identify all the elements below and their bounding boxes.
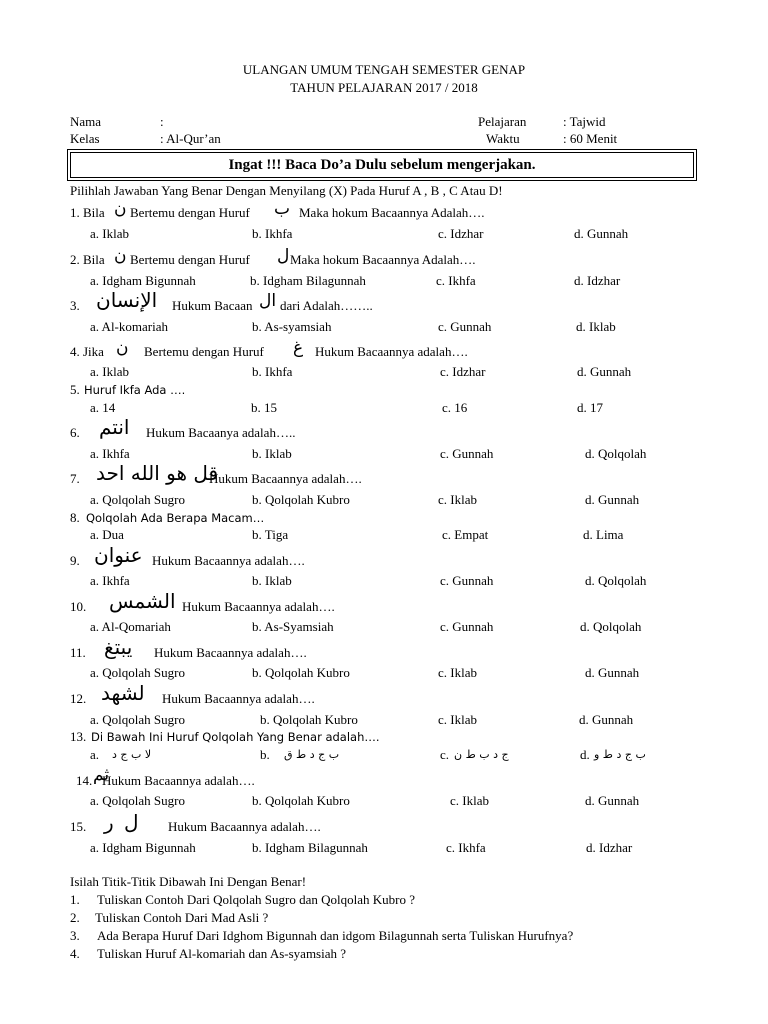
option-b[interactable]: b. Qolqolah Kubro bbox=[252, 492, 350, 507]
arabic-letter: ر bbox=[104, 810, 114, 834]
kelas-label: Kelas bbox=[70, 131, 100, 146]
arabic-word: ثم bbox=[93, 765, 110, 785]
option-a[interactable]: a. Qolqolah Sugro bbox=[90, 712, 185, 727]
pelajaran-value: : Tajwid bbox=[563, 114, 606, 129]
pelajaran-label: Pelajaran bbox=[478, 114, 527, 129]
option-d[interactable]: d. Iklab bbox=[576, 319, 616, 334]
option-d[interactable]: d. Gunnah bbox=[579, 712, 634, 727]
option-b[interactable]: b. As-syamsiah bbox=[252, 319, 332, 334]
option-c[interactable]: c. Iklab bbox=[438, 665, 477, 680]
option-d[interactable]: d. 17 bbox=[577, 400, 603, 415]
option-c[interactable]: c. Iklab bbox=[438, 492, 477, 507]
arabic-letters-b: ب ج د ط ق bbox=[284, 748, 340, 761]
option-a[interactable]: a. 14 bbox=[90, 400, 116, 415]
option-c[interactable]: c. Gunnah bbox=[438, 319, 492, 334]
option-d[interactable]: d. Gunnah bbox=[585, 665, 640, 680]
option-a[interactable]: a. Iklab bbox=[90, 226, 129, 241]
arabic-letters-d: ب ج د ط و bbox=[594, 748, 646, 761]
option-b[interactable]: b. Qolqolah Kubro bbox=[252, 665, 350, 680]
option-d[interactable]: d. Gunnah bbox=[577, 364, 632, 379]
option-b[interactable]: b. Idgham Bilagunnah bbox=[250, 273, 366, 288]
kelas-value: : Al-Qur’an bbox=[160, 131, 221, 146]
option-a[interactable]: a. Iklab bbox=[90, 364, 129, 379]
option-b[interactable]: b. Ikhfa bbox=[252, 226, 293, 241]
arabic-word: عنوان bbox=[94, 543, 143, 567]
instruction: Pilihlah Jawaban Yang Benar Dengan Menyilang (X) Pada Huruf A , B , C Atau D! bbox=[70, 183, 503, 198]
option-a[interactable]: a. Ikhfa bbox=[90, 446, 130, 461]
arabic-letter: ن bbox=[114, 246, 127, 266]
option-a[interactable]: a. Al-Qomariah bbox=[90, 619, 171, 634]
waktu-label: Waktu bbox=[486, 131, 520, 146]
option-c[interactable]: c. Empat bbox=[442, 527, 489, 542]
nama-label: Nama bbox=[70, 114, 102, 129]
option-b[interactable]: b. Iklab bbox=[252, 446, 292, 461]
option-a[interactable]: a. Qolqolah Sugro bbox=[90, 492, 185, 507]
option-c[interactable]: c. 16 bbox=[442, 400, 468, 415]
arabic-word: الشمس bbox=[109, 589, 176, 613]
option-d[interactable]: d. Idzhar bbox=[574, 273, 621, 288]
option-d[interactable]: d. Qolqolah bbox=[585, 573, 647, 588]
option-b[interactable]: b. Iklab bbox=[252, 573, 292, 588]
arabic-word: انتم bbox=[99, 415, 130, 439]
option-c[interactable]: c. Ikhfa bbox=[446, 840, 486, 855]
nama-colon: : bbox=[160, 114, 164, 129]
option-c[interactable]: c. Gunnah bbox=[440, 619, 494, 634]
option-c[interactable]: c. Idzhar bbox=[438, 226, 484, 241]
arabic-letters-a: لا ب ج د bbox=[112, 748, 152, 761]
option-c[interactable]: c. Iklab bbox=[450, 793, 489, 808]
option-d[interactable]: d. Gunnah bbox=[574, 226, 629, 241]
option-b[interactable]: b. Qolqolah Kubro bbox=[260, 712, 358, 727]
prayer-reminder-box: Ingat !!! Baca Do’a Dulu sebelum mengerjakan. bbox=[70, 152, 694, 178]
option-d[interactable]: d. Idzhar bbox=[586, 840, 633, 855]
arabic-letters-c: ج د ب ط ن bbox=[454, 748, 509, 761]
arabic-word: قل هو الله احد bbox=[96, 461, 219, 485]
option-c[interactable]: c. Ikhfa bbox=[436, 273, 476, 288]
option-c[interactable]: c. Iklab bbox=[438, 712, 477, 727]
option-a[interactable]: a. Idgham Bigunnah bbox=[90, 273, 196, 288]
arabic-word: لشهد bbox=[101, 681, 145, 705]
option-b[interactable]: b. 15 bbox=[251, 400, 277, 415]
waktu-value: : 60 Menit bbox=[563, 131, 618, 146]
option-b[interactable]: b. bbox=[260, 747, 270, 762]
option-b[interactable]: b. Tiga bbox=[252, 527, 289, 542]
arabic-letter: ن bbox=[114, 199, 127, 219]
exam-title: ULANGAN UMUM TENGAH SEMESTER GENAP bbox=[242, 62, 526, 77]
arabic-letter: ل bbox=[124, 810, 139, 834]
option-c[interactable]: c. Gunnah bbox=[440, 446, 494, 461]
option-d[interactable]: d. Gunnah bbox=[585, 492, 640, 507]
option-a[interactable]: a. Dua bbox=[90, 527, 124, 542]
option-a[interactable]: a. Ikhfa bbox=[90, 573, 130, 588]
option-d[interactable]: d. Qolqolah bbox=[580, 619, 642, 634]
option-c[interactable]: c. bbox=[440, 747, 450, 762]
option-b[interactable]: b. Ikhfa bbox=[252, 364, 293, 379]
option-d[interactable]: d. Qolqolah bbox=[585, 446, 647, 461]
option-b[interactable]: b. Idgham Bilagunnah bbox=[252, 840, 368, 855]
option-a[interactable]: a. Qolqolah Sugro bbox=[90, 793, 185, 808]
option-d[interactable]: d. Lima bbox=[583, 527, 624, 542]
option-a[interactable]: a. Qolqolah Sugro bbox=[90, 665, 185, 680]
option-b[interactable]: b. As-Syamsiah bbox=[252, 619, 334, 634]
option-a[interactable]: a. bbox=[90, 747, 100, 762]
option-c[interactable]: c. Gunnah bbox=[440, 573, 494, 588]
arabic-letter: ن bbox=[116, 338, 129, 358]
arabic-letter: ل bbox=[277, 246, 290, 266]
option-a[interactable]: a. Idgham Bigunnah bbox=[90, 840, 196, 855]
option-c[interactable]: c. Idzhar bbox=[440, 364, 486, 379]
option-a[interactable]: a. Al-komariah bbox=[90, 319, 168, 334]
arabic-letter: ب bbox=[274, 199, 291, 219]
arabic-word: يبتغ bbox=[104, 635, 133, 659]
arabic-word: الإنسان bbox=[96, 288, 158, 312]
essay-instruction: Isilah Titik-Titik Dibawah Ini Dengan Benar! bbox=[70, 874, 307, 889]
option-d[interactable]: d. Gunnah bbox=[585, 793, 640, 808]
option-b[interactable]: b. Qolqolah Kubro bbox=[252, 793, 350, 808]
arabic-letter: غ bbox=[293, 338, 304, 358]
exam-year: TAHUN PELAJARAN 2017 / 2018 bbox=[290, 80, 478, 95]
option-d[interactable]: d. bbox=[580, 747, 590, 762]
arabic-letter: ال bbox=[259, 291, 277, 311]
